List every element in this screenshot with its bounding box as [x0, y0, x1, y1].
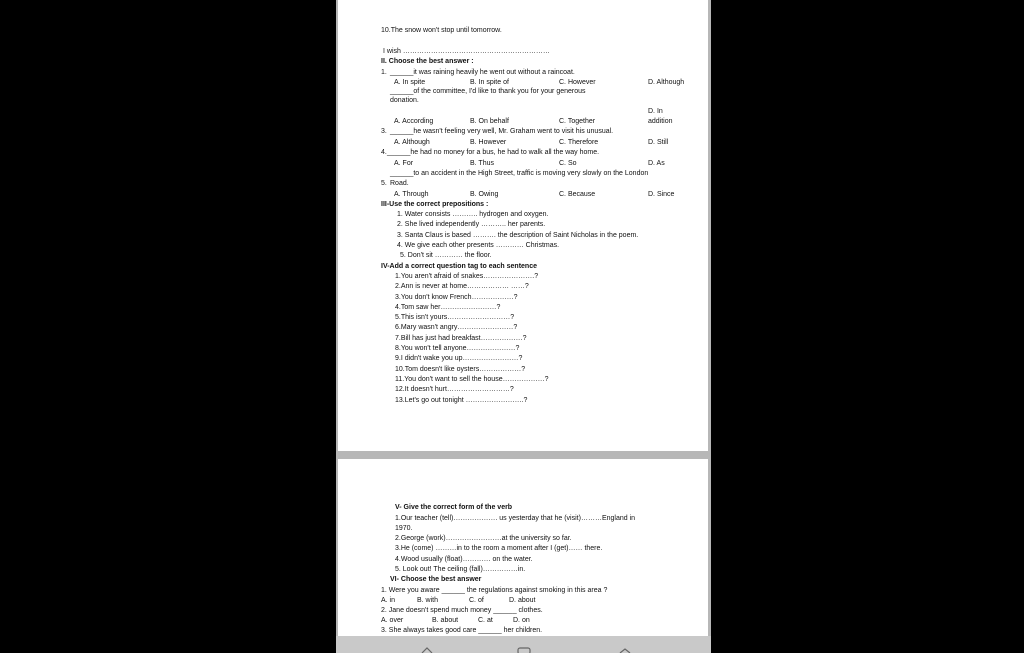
sec6-q1-option-c: C. of: [469, 597, 484, 604]
sec6-q1-option-a: A. in: [381, 597, 396, 604]
section-5-title: V- Give the correct form of the verb: [395, 504, 513, 511]
sec4-item: 8.You won't tell anyone…………………?: [395, 345, 520, 352]
q5-option-b: B. Owing: [470, 191, 499, 198]
sec4-item: 11.You don't want to sell the house………………?: [395, 376, 549, 383]
q10-sentence: 10.The snow won't stop until tomorrow.: [381, 27, 502, 34]
sec6-q2-option-d: D. on: [513, 617, 530, 624]
sec3-item: 3. Santa Claus is based ………. the description of Saint Nicholas in the poem.: [397, 232, 639, 239]
q4-option-d: D. As: [648, 160, 665, 167]
sec4-item: 2.Ann is never at home……………… ……?: [395, 283, 529, 290]
q2-option-b: B. On behalf: [470, 118, 509, 125]
q5-stem-cont: Road.: [390, 180, 409, 187]
q1-options: [338, 78, 708, 87]
viewer-bottom-toolbar: [336, 636, 711, 653]
q1-number: 1.: [381, 69, 387, 76]
q2-stem: ______of the committee, I'd like to thank you for your generous: [390, 88, 586, 95]
document-page-1: [338, 0, 708, 451]
sec6-q1-options: [338, 596, 708, 605]
sec5-item: 4.Wood usually (float)………… on the water.: [395, 556, 533, 563]
section-3-title: III-Use the correct prepositions :: [381, 201, 489, 208]
sec6-q2-options: [338, 616, 708, 625]
section-6-title: VI- Choose the best answer: [390, 576, 482, 583]
q5-stem: ______to an accident in the High Street, traffic is moving very slowly on the London: [390, 170, 649, 177]
q2-stem-cont: donation.: [390, 97, 419, 104]
sec4-item: 10.Tom doesn't like oysters………………?: [395, 366, 526, 373]
q2-option-c: C. Together: [559, 118, 596, 125]
q3-option-a: A. Although: [394, 139, 430, 146]
sec4-item: 6.Mary wasn't angry……………………?: [395, 324, 518, 331]
sec4-item: 3.You don't know French………………?: [395, 294, 518, 301]
sec5-item-cont: 1970.: [395, 525, 413, 532]
q3-options: [338, 138, 708, 147]
q3-option-b: B. However: [470, 139, 507, 146]
sec6-q2-option-c: C. at: [478, 617, 493, 624]
sec3-item: 2. She lived independently ……….. her parents.: [397, 221, 546, 228]
back-icon[interactable]: [420, 647, 434, 653]
sec5-item: 1.Our teacher (tell)………………. us yesterday that he (visit)………England in: [395, 515, 636, 522]
sec5-item: 2.George (work)……………………at the university so far.: [395, 535, 572, 542]
pages-icon[interactable]: [517, 647, 531, 653]
q5-options: [338, 190, 708, 199]
sec4-item: 5.This isn't yours………………………?: [395, 314, 515, 321]
q1-option-b: B. In spite of: [470, 79, 509, 86]
q5-option-a: A. Through: [394, 191, 429, 198]
q2-options: [338, 107, 708, 127]
q1-option-c: C. However: [559, 79, 596, 86]
sec6-q1-option-b: B. with: [417, 597, 439, 604]
sec3-item: 1. Water consists ……….. hydrogen and oxygen.: [397, 211, 549, 218]
q3-stem: ______he wasn't feeling very well, Mr. Graham went to visit his unusual.: [390, 128, 614, 135]
q1-option-a: A. In spite: [394, 79, 426, 86]
sec6-q3-stem: 3. She always takes good care ______ her children.: [381, 627, 543, 634]
q4-option-a: A. For: [394, 160, 414, 167]
q2-option-d: D. In addition: [648, 108, 673, 125]
q1-stem: ______it was raining heavily he went out without a raincoat.: [390, 69, 575, 76]
q4-number: 4.: [381, 149, 387, 156]
sec4-item: 9.I didn't wake you up……………………?: [395, 355, 523, 362]
q10-wish-line: I wish ………………………………………………………: [383, 48, 550, 55]
sec6-q1-stem: 1. Were you aware ______ the regulations against smoking in this area ?: [381, 587, 608, 594]
sec6-q2-stem: 2. Jane doesn't spend much money ______ clothes.: [381, 607, 543, 614]
q3-option-c: C. Therefore: [559, 139, 599, 146]
q4-option-c: C. So: [559, 160, 577, 167]
q4-option-b: B. Thus: [470, 160, 494, 167]
more-icon[interactable]: [618, 647, 632, 653]
sec4-item: 4.Tom saw her……………………?: [395, 304, 501, 311]
q2-option-a: A. According: [394, 118, 434, 125]
q5-option-c: C. Because: [559, 191, 596, 198]
sec6-q2-option-a: A. over: [381, 617, 404, 624]
sec3-item: 5. Don't sit ………… the floor.: [400, 252, 492, 259]
q5-option-d: D. Since: [648, 191, 675, 198]
sec4-item: 1.You aren't afraid of snakes………………….?: [395, 273, 539, 280]
q4-stem: ______he had no money for a bus, he had to walk all the way home.: [387, 149, 600, 156]
sec5-item: 3.He (come) ………in to the room a moment after I (get)…… there.: [395, 545, 603, 552]
sec3-item: 4. We give each other presents ………… Christmas.: [397, 242, 560, 249]
section-2-title: II. Choose the best answer :: [381, 58, 474, 65]
q5-number: 5.: [381, 180, 387, 187]
q1-option-d: D. Although: [648, 79, 685, 86]
q4-options: [338, 159, 708, 168]
q3-option-d: D. Still: [648, 139, 669, 146]
q3-number: 3.: [381, 128, 387, 135]
sec6-q2-option-b: B. about: [432, 617, 459, 624]
document-page-2: [338, 459, 708, 636]
sec4-item: 7.Bill has just had breakfast………………?: [395, 335, 527, 342]
section-4-title: IV-Add a correct question tag to each sentence: [381, 263, 537, 270]
sec4-item: 12.It doesn't hurt………………………?: [395, 386, 514, 393]
sec5-item: 5. Look out! The ceiling (fall)……………in.: [395, 566, 526, 573]
sec4-item: 13.Let's go out tonight …………………….?: [395, 397, 528, 404]
sec6-q1-option-d: D. about: [509, 597, 536, 604]
